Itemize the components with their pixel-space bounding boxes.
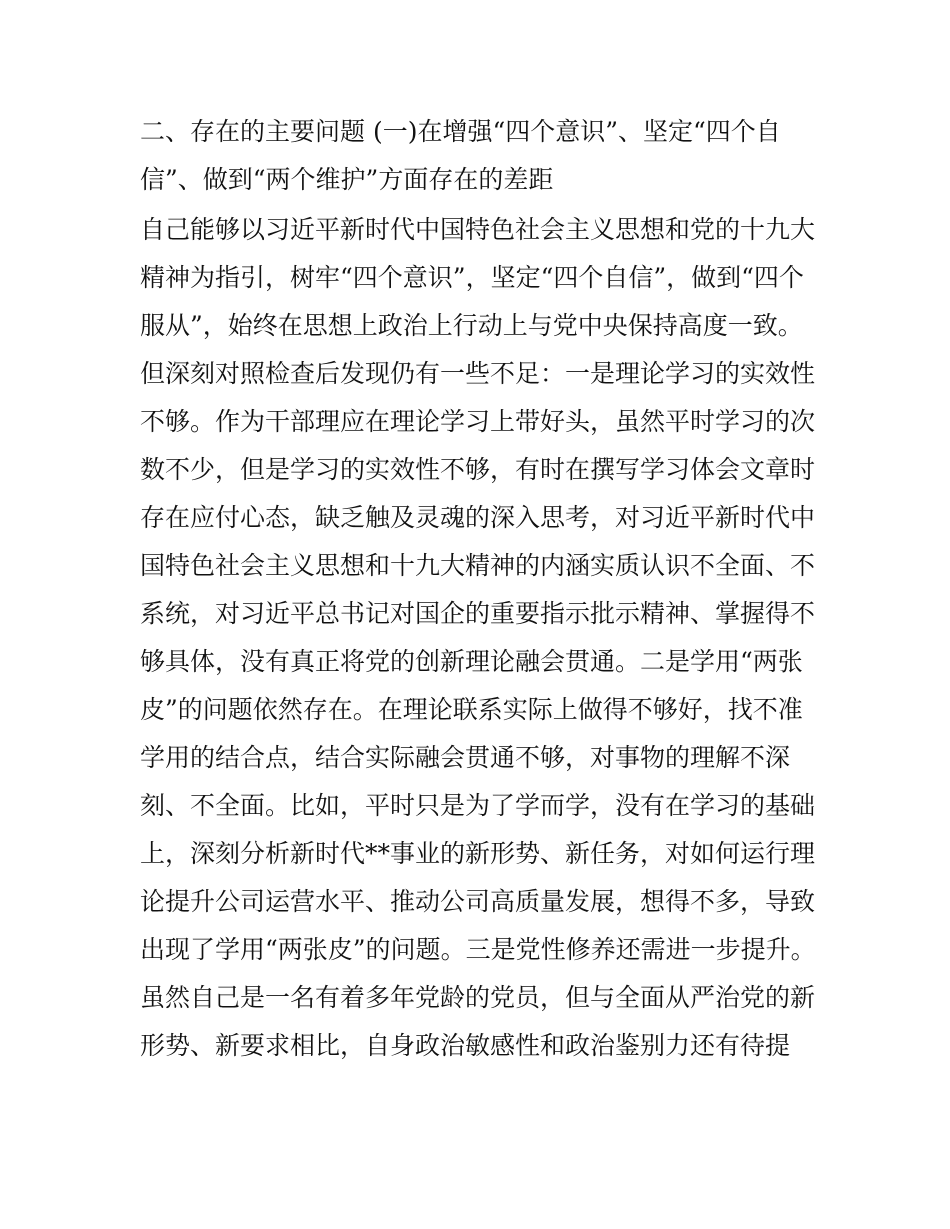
paragraph-line: 论提升公司运营水平、推动公司高质量发展，想得不多，导致 <box>140 887 816 916</box>
paragraph-line: 但深刻对照检查后发现仍有一些不足：一是理论学习的实效性 <box>140 359 816 388</box>
paragraph-line: 皮”的问题依然存在。在理论联系实际上做得不够好，找不准 <box>140 695 803 724</box>
paragraph-line: 系统，对习近平总书记对国企的重要指示批示精神、掌握得不 <box>140 599 816 628</box>
body-paragraph <box>140 206 820 1070</box>
paragraph-line: 数不少，但是学习的实效性不够，有时在撰写学习体会文章时 <box>140 455 816 484</box>
paragraph-line: 精神为指引，树牢“四个意识”，坚定“四个自信”，做到“四个 <box>140 263 804 292</box>
document-content <box>140 108 820 1070</box>
paragraph-line: 出现了学用“两张皮”的问题。三是党性修养还需进一步提升。 <box>140 935 816 964</box>
paragraph-line: 虽然自己是一名有着多年党龄的党员，但与全面从严治党的新 <box>140 983 816 1012</box>
paragraph-line: 存在应付心态，缺乏触及灵魂的深入思考，对习近平新时代中 <box>140 503 816 532</box>
paragraph-line: 学用的结合点，结合实际融会贯通不够，对事物的理解不深 <box>140 743 791 772</box>
heading-line: 二、存在的主要问题 (一)在增强“四个意识”、坚定“四个自 <box>140 117 781 146</box>
section-heading <box>140 108 820 204</box>
paragraph-line: 自己能够以习近平新时代中国特色社会主义思想和党的十九大 <box>140 215 816 244</box>
paragraph-line: 刻、不全面。比如，平时只是为了学而学，没有在学习的基础 <box>140 791 816 820</box>
paragraph-line: 服从”，始终在思想上政治上行动上与党中央保持高度一致。 <box>140 311 803 340</box>
paragraph-line: 形势、新要求相比，自身政治敏感性和政治鉴别力还有待提 <box>140 1031 791 1060</box>
paragraph-line: 够具体，没有真正将党的创新理论融会贯通。二是学用“两张 <box>140 647 803 676</box>
heading-line: 信”、做到“两个维护”方面存在的差距 <box>140 165 554 194</box>
paragraph-line: 国特色社会主义思想和十九大精神的内涵实质认识不全面、不 <box>140 551 816 580</box>
paragraph-line: 上，深刻分析新时代**事业的新形势、新任务，对如何运行理 <box>140 839 816 868</box>
paragraph-line: 不够。作为干部理应在理论学习上带好头，虽然平时学习的次 <box>140 407 816 436</box>
